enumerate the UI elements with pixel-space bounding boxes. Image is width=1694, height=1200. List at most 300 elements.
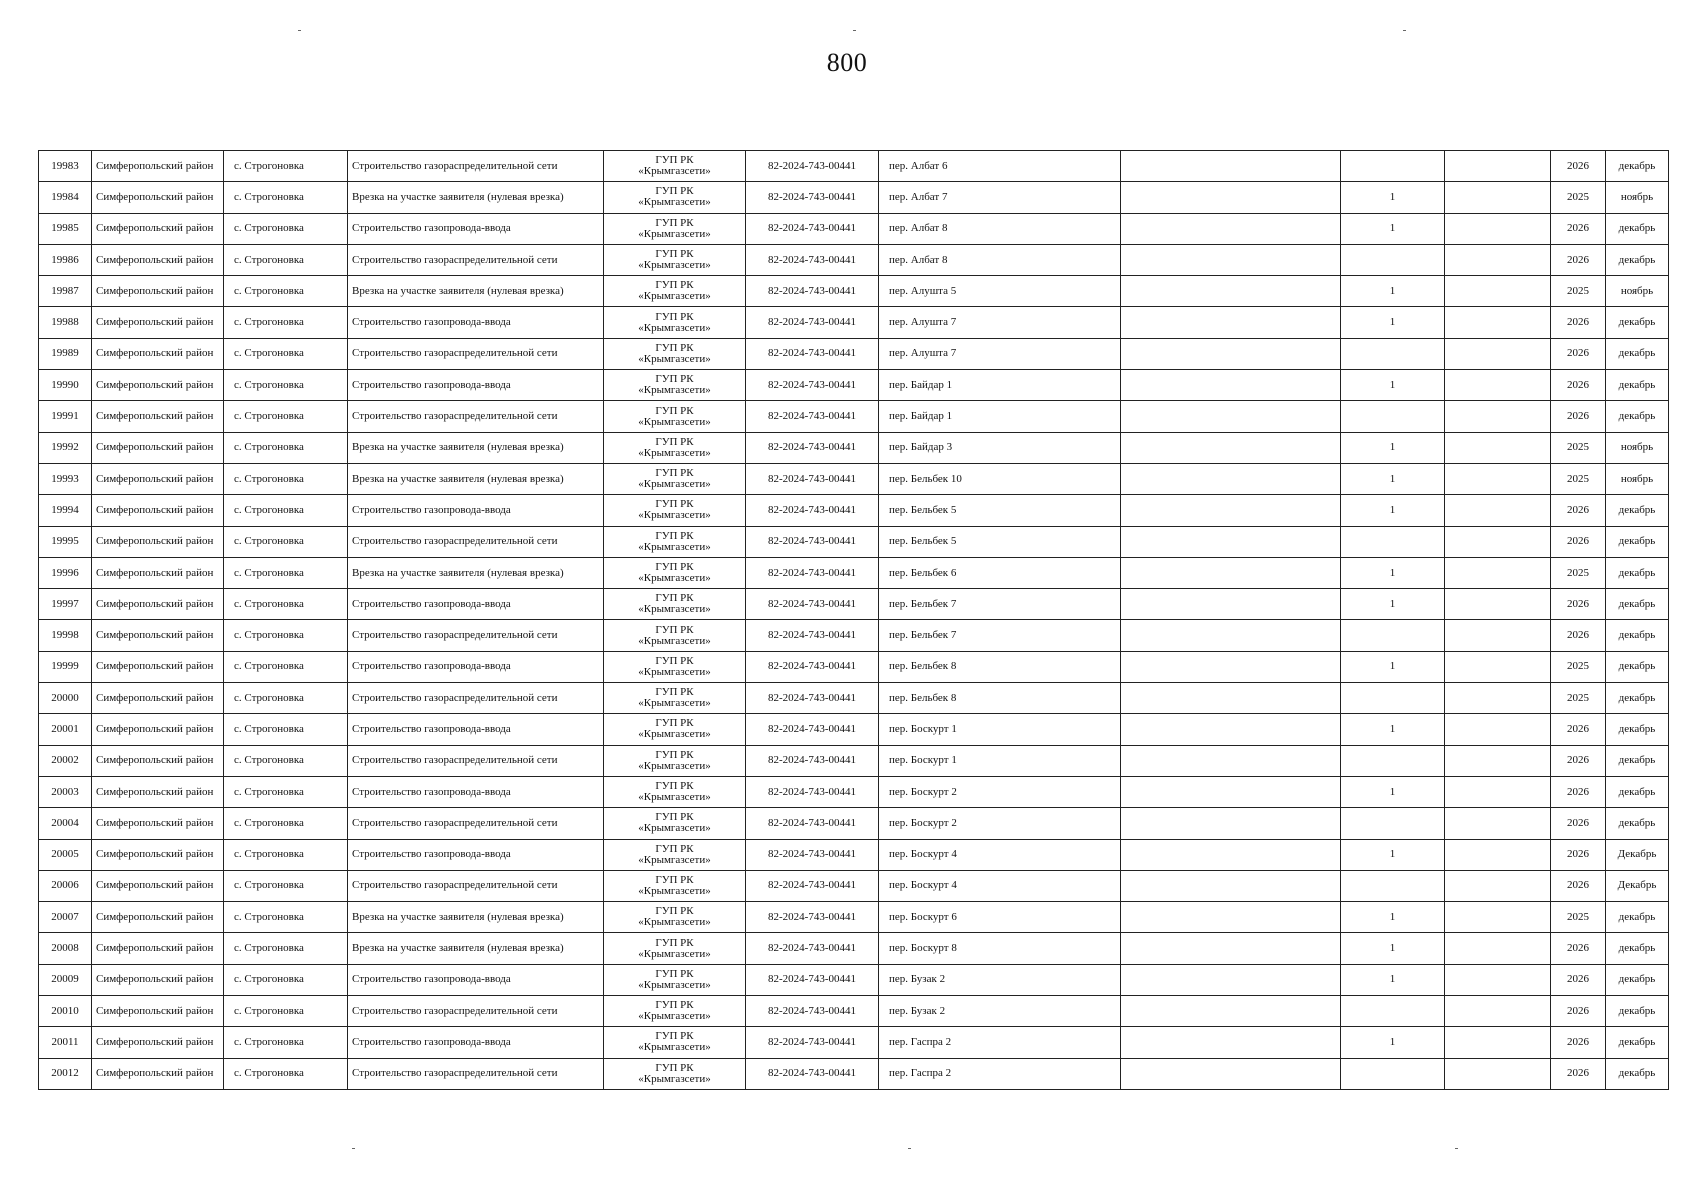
- cell-number: 19991: [39, 401, 92, 432]
- cell-district: Симферопольский район: [92, 902, 224, 933]
- cell-organization: [604, 589, 746, 620]
- cell-organization: [604, 964, 746, 995]
- cell-address: пер. Байдар 1: [879, 401, 1121, 432]
- table-row: [39, 151, 1669, 182]
- cell-number: 19984: [39, 182, 92, 213]
- org-name-line2: «Крымгазсети»: [638, 165, 711, 178]
- cell-district: Симферопольский район: [92, 996, 224, 1027]
- cell-number: 20012: [39, 1058, 92, 1089]
- cell-year: 2026: [1551, 213, 1606, 244]
- cell-district: Симферопольский район: [92, 526, 224, 557]
- cell-number: 20003: [39, 776, 92, 807]
- cell-address: пер. Бельбек 8: [879, 683, 1121, 714]
- cell-empty: [1121, 338, 1341, 369]
- cell-work-type: Строительство газопровода-ввода: [348, 495, 604, 526]
- org-name-line2: «Крымгазсети»: [638, 352, 711, 365]
- cell-year: 2026: [1551, 870, 1606, 901]
- cell-month: декабрь: [1606, 244, 1669, 275]
- cell-year: 2026: [1551, 776, 1606, 807]
- org-name-line2: «Крымгазсети»: [638, 759, 711, 772]
- cell-number: 19990: [39, 370, 92, 401]
- cell-month: Декабрь: [1606, 870, 1669, 901]
- org-name-line1: ГУП РК: [655, 717, 694, 730]
- cell-month: декабрь: [1606, 370, 1669, 401]
- org-name-line2: «Крымгазсети»: [638, 884, 711, 897]
- cell-village: с. Строгоновка: [224, 463, 348, 494]
- cell-year: 2026: [1551, 839, 1606, 870]
- cell-empty: [1445, 714, 1551, 745]
- org-name-line2: «Крымгазсети»: [638, 259, 711, 272]
- cell-year: 2026: [1551, 401, 1606, 432]
- cell-quantity: 1: [1341, 776, 1445, 807]
- cell-district: Симферопольский район: [92, 557, 224, 588]
- cell-work-type: Строительство газораспределительной сети: [348, 808, 604, 839]
- org-name-line2: «Крымгазсети»: [638, 916, 711, 929]
- cell-address: пер. Боскурт 4: [879, 870, 1121, 901]
- cell-empty: [1121, 401, 1341, 432]
- org-name-line1: ГУП РК: [655, 154, 694, 167]
- cell-organization: [604, 933, 746, 964]
- cell-village: с. Строгоновка: [224, 276, 348, 307]
- cell-district: Симферопольский район: [92, 808, 224, 839]
- cell-number: 20000: [39, 683, 92, 714]
- cell-month: декабрь: [1606, 996, 1669, 1027]
- table-row: [39, 370, 1669, 401]
- cell-year: 2026: [1551, 1058, 1606, 1089]
- cell-address: пер. Боскурт 6: [879, 902, 1121, 933]
- org-name-line2: «Крымгазсети»: [638, 1072, 711, 1085]
- cell-year: 2026: [1551, 151, 1606, 182]
- cell-code: 82-2024-743-00441: [746, 182, 879, 213]
- cell-quantity: 1: [1341, 1027, 1445, 1058]
- cell-code: 82-2024-743-00441: [746, 276, 879, 307]
- org-name-line1: ГУП РК: [655, 529, 694, 542]
- cell-work-type: Врезка на участке заявителя (нулевая врезка): [348, 902, 604, 933]
- cell-empty: [1445, 776, 1551, 807]
- cell-code: 82-2024-743-00441: [746, 683, 879, 714]
- table-row: [39, 996, 1669, 1027]
- cell-organization: [604, 714, 746, 745]
- cell-address: пер. Бельбек 7: [879, 589, 1121, 620]
- cell-empty: [1121, 589, 1341, 620]
- cell-district: Симферопольский район: [92, 839, 224, 870]
- cell-month: декабрь: [1606, 902, 1669, 933]
- cell-code: 82-2024-743-00441: [746, 495, 879, 526]
- cell-empty: [1445, 933, 1551, 964]
- cell-empty: [1121, 213, 1341, 244]
- cell-address: пер. Байдар 3: [879, 432, 1121, 463]
- table-row: [39, 463, 1669, 494]
- cell-month: декабрь: [1606, 338, 1669, 369]
- cell-month: декабрь: [1606, 589, 1669, 620]
- cell-village: с. Строгоновка: [224, 714, 348, 745]
- cell-organization: [604, 338, 746, 369]
- cell-quantity: [1341, 244, 1445, 275]
- cell-organization: [604, 870, 746, 901]
- org-name-line2: «Крымгазсети»: [638, 1010, 711, 1023]
- org-name-line2: «Крымгазсети»: [638, 415, 711, 428]
- cell-empty: [1121, 151, 1341, 182]
- cell-organization: [604, 745, 746, 776]
- cell-work-type: Строительство газораспределительной сети: [348, 244, 604, 275]
- cell-code: 82-2024-743-00441: [746, 620, 879, 651]
- table-row: [39, 432, 1669, 463]
- cell-year: 2025: [1551, 463, 1606, 494]
- org-name-line2: «Крымгазсети»: [638, 853, 711, 866]
- org-name-line1: ГУП РК: [655, 435, 694, 448]
- cell-district: Симферопольский район: [92, 714, 224, 745]
- cell-quantity: 1: [1341, 370, 1445, 401]
- cell-work-type: Строительство газопровода-ввода: [348, 1027, 604, 1058]
- cell-empty: [1445, 432, 1551, 463]
- org-name-line1: ГУП РК: [655, 404, 694, 417]
- cell-quantity: 1: [1341, 495, 1445, 526]
- cell-district: Симферопольский район: [92, 620, 224, 651]
- cell-empty: [1121, 276, 1341, 307]
- cell-work-type: Строительство газопровода-ввода: [348, 651, 604, 682]
- cell-work-type: Строительство газораспределительной сети: [348, 745, 604, 776]
- org-name-line2: «Крымгазсети»: [638, 822, 711, 835]
- table-row: [39, 495, 1669, 526]
- cell-number: 19983: [39, 151, 92, 182]
- cell-quantity: 1: [1341, 839, 1445, 870]
- org-name-line1: ГУП РК: [655, 341, 694, 354]
- cell-empty: [1445, 557, 1551, 588]
- table-row: [39, 557, 1669, 588]
- org-name-line2: «Крымгазсети»: [638, 290, 711, 303]
- cell-organization: [604, 1027, 746, 1058]
- cell-number: 20004: [39, 808, 92, 839]
- cell-code: 82-2024-743-00441: [746, 1027, 879, 1058]
- table-row: [39, 964, 1669, 995]
- scan-speck: [853, 30, 856, 31]
- cell-empty: [1121, 244, 1341, 275]
- cell-village: с. Строгоновка: [224, 495, 348, 526]
- cell-empty: [1121, 808, 1341, 839]
- cell-code: 82-2024-743-00441: [746, 307, 879, 338]
- cell-month: ноябрь: [1606, 276, 1669, 307]
- cell-empty: [1445, 1027, 1551, 1058]
- cell-number: 20009: [39, 964, 92, 995]
- cell-organization: [604, 1058, 746, 1089]
- cell-code: 82-2024-743-00441: [746, 776, 879, 807]
- cell-month: декабрь: [1606, 683, 1669, 714]
- cell-quantity: 1: [1341, 307, 1445, 338]
- cell-code: 82-2024-743-00441: [746, 651, 879, 682]
- page-number: 800: [826, 48, 868, 77]
- cell-district: Симферопольский район: [92, 307, 224, 338]
- cell-district: Симферопольский район: [92, 338, 224, 369]
- cell-empty: [1445, 307, 1551, 338]
- org-name-line2: «Крымгазсети»: [638, 478, 711, 491]
- org-name-line2: «Крымгазсети»: [638, 791, 711, 804]
- cell-quantity: 1: [1341, 964, 1445, 995]
- cell-number: 20001: [39, 714, 92, 745]
- cell-year: 2026: [1551, 620, 1606, 651]
- cell-work-type: Врезка на участке заявителя (нулевая врезка): [348, 557, 604, 588]
- cell-number: 20011: [39, 1027, 92, 1058]
- cell-month: декабрь: [1606, 808, 1669, 839]
- cell-village: с. Строгоновка: [224, 996, 348, 1027]
- cell-organization: [604, 683, 746, 714]
- cell-quantity: 1: [1341, 651, 1445, 682]
- cell-empty: [1121, 182, 1341, 213]
- cell-organization: [604, 151, 746, 182]
- cell-month: декабрь: [1606, 213, 1669, 244]
- cell-district: Симферопольский район: [92, 964, 224, 995]
- cell-year: 2026: [1551, 808, 1606, 839]
- cell-number: 20008: [39, 933, 92, 964]
- cell-empty: [1121, 870, 1341, 901]
- cell-empty: [1445, 1058, 1551, 1089]
- cell-number: 19996: [39, 557, 92, 588]
- cell-village: с. Строгоновка: [224, 776, 348, 807]
- cell-work-type: Врезка на участке заявителя (нулевая врезка): [348, 933, 604, 964]
- cell-empty: [1121, 714, 1341, 745]
- org-name-line2: «Крымгазсети»: [638, 196, 711, 209]
- org-name-line1: ГУП РК: [655, 1030, 694, 1043]
- cell-year: 2026: [1551, 589, 1606, 620]
- org-name-line1: ГУП РК: [655, 467, 694, 480]
- cell-empty: [1121, 745, 1341, 776]
- table-body: [39, 151, 1669, 1090]
- cell-empty: [1121, 651, 1341, 682]
- org-name-line2: «Крымгазсети»: [638, 947, 711, 960]
- cell-empty: [1121, 996, 1341, 1027]
- cell-month: декабрь: [1606, 933, 1669, 964]
- cell-year: 2025: [1551, 557, 1606, 588]
- cell-year: 2026: [1551, 495, 1606, 526]
- cell-address: пер. Бельбек 5: [879, 526, 1121, 557]
- cell-organization: [604, 182, 746, 213]
- cell-work-type: Строительство газораспределительной сети: [348, 683, 604, 714]
- works-table: [38, 150, 1669, 1090]
- table-row: [39, 307, 1669, 338]
- cell-number: 19999: [39, 651, 92, 682]
- cell-code: 82-2024-743-00441: [746, 526, 879, 557]
- table-row: [39, 589, 1669, 620]
- scan-speck: [352, 1148, 355, 1149]
- cell-code: 82-2024-743-00441: [746, 1058, 879, 1089]
- cell-district: Симферопольский район: [92, 151, 224, 182]
- cell-district: Симферопольский район: [92, 933, 224, 964]
- cell-empty: [1445, 495, 1551, 526]
- cell-empty: [1445, 683, 1551, 714]
- cell-empty: [1121, 964, 1341, 995]
- org-name-line1: ГУП РК: [655, 248, 694, 261]
- scan-speck: [908, 1148, 911, 1149]
- org-name-line1: ГУП РК: [655, 592, 694, 605]
- org-name-line1: ГУП РК: [655, 561, 694, 573]
- cell-number: 19995: [39, 526, 92, 557]
- cell-number: 19994: [39, 495, 92, 526]
- cell-quantity: 1: [1341, 463, 1445, 494]
- cell-village: с. Строгоновка: [224, 1058, 348, 1089]
- cell-empty: [1445, 964, 1551, 995]
- cell-village: с. Строгоновка: [224, 338, 348, 369]
- cell-empty: [1445, 589, 1551, 620]
- cell-number: 19993: [39, 463, 92, 494]
- cell-year: 2026: [1551, 1027, 1606, 1058]
- cell-village: с. Строгоновка: [224, 370, 348, 401]
- cell-organization: [604, 495, 746, 526]
- scan-speck: [1403, 30, 1406, 31]
- cell-empty: [1445, 839, 1551, 870]
- cell-code: 82-2024-743-00441: [746, 151, 879, 182]
- cell-empty: [1121, 432, 1341, 463]
- table-row: [39, 244, 1669, 275]
- org-name-line1: ГУП РК: [655, 905, 694, 918]
- table-row: [39, 620, 1669, 651]
- table-row: [39, 776, 1669, 807]
- cell-number: 19988: [39, 307, 92, 338]
- cell-quantity: [1341, 401, 1445, 432]
- cell-empty: [1121, 902, 1341, 933]
- org-name-line2: «Крымгазсети»: [638, 665, 711, 678]
- cell-empty: [1121, 307, 1341, 338]
- cell-number: 19992: [39, 432, 92, 463]
- cell-code: 82-2024-743-00441: [746, 338, 879, 369]
- cell-month: ноябрь: [1606, 432, 1669, 463]
- org-name-line1: ГУП РК: [655, 1061, 694, 1074]
- cell-empty: [1445, 526, 1551, 557]
- cell-code: 82-2024-743-00441: [746, 714, 879, 745]
- cell-empty: [1121, 370, 1341, 401]
- cell-organization: [604, 213, 746, 244]
- cell-district: Симферопольский район: [92, 870, 224, 901]
- cell-village: с. Строгоновка: [224, 307, 348, 338]
- cell-village: с. Строгоновка: [224, 870, 348, 901]
- cell-quantity: 1: [1341, 432, 1445, 463]
- cell-quantity: [1341, 1058, 1445, 1089]
- cell-address: пер. Бельбек 7: [879, 620, 1121, 651]
- org-name-line1: ГУП РК: [655, 498, 694, 511]
- cell-year: 2026: [1551, 996, 1606, 1027]
- cell-district: Симферопольский район: [92, 683, 224, 714]
- cell-year: 2026: [1551, 307, 1606, 338]
- cell-district: Симферопольский район: [92, 463, 224, 494]
- cell-empty: [1121, 526, 1341, 557]
- cell-address: пер. Боскурт 2: [879, 776, 1121, 807]
- org-name-line1: ГУП РК: [655, 748, 694, 761]
- cell-district: Симферопольский район: [92, 776, 224, 807]
- cell-work-type: Строительство газораспределительной сети: [348, 401, 604, 432]
- cell-address: пер. Алушта 5: [879, 276, 1121, 307]
- cell-village: с. Строгоновка: [224, 964, 348, 995]
- org-name-line1: ГУП РК: [655, 967, 694, 980]
- org-name-line2: «Крымгазсети»: [638, 603, 711, 616]
- table-row: [39, 213, 1669, 244]
- org-name-line2: «Крымгазсети»: [638, 572, 711, 584]
- cell-organization: [604, 307, 746, 338]
- cell-empty: [1121, 463, 1341, 494]
- cell-number: 19989: [39, 338, 92, 369]
- table-row: [39, 182, 1669, 213]
- cell-month: декабрь: [1606, 745, 1669, 776]
- cell-work-type: Строительство газопровода-ввода: [348, 776, 604, 807]
- cell-code: 82-2024-743-00441: [746, 745, 879, 776]
- cell-quantity: [1341, 151, 1445, 182]
- cell-code: 82-2024-743-00441: [746, 370, 879, 401]
- cell-month: декабрь: [1606, 151, 1669, 182]
- table-row: [39, 401, 1669, 432]
- table-row: [39, 870, 1669, 901]
- table-row: [39, 808, 1669, 839]
- cell-district: Симферопольский район: [92, 495, 224, 526]
- cell-work-type: Строительство газопровода-ввода: [348, 370, 604, 401]
- org-name-line2: «Крымгазсети»: [638, 509, 711, 522]
- org-name-line1: ГУП РК: [655, 999, 694, 1012]
- table-row: [39, 714, 1669, 745]
- org-name-line2: «Крымгазсети»: [638, 384, 711, 397]
- cell-organization: [604, 557, 746, 588]
- cell-month: декабрь: [1606, 620, 1669, 651]
- cell-quantity: 1: [1341, 902, 1445, 933]
- cell-village: с. Строгоновка: [224, 683, 348, 714]
- cell-village: с. Строгоновка: [224, 526, 348, 557]
- cell-month: Декабрь: [1606, 839, 1669, 870]
- cell-empty: [1445, 745, 1551, 776]
- cell-year: 2025: [1551, 683, 1606, 714]
- org-name-line1: ГУП РК: [655, 936, 694, 949]
- cell-year: 2025: [1551, 651, 1606, 682]
- cell-organization: [604, 526, 746, 557]
- cell-village: с. Строгоновка: [224, 902, 348, 933]
- cell-work-type: Строительство газораспределительной сети: [348, 996, 604, 1027]
- cell-quantity: 1: [1341, 589, 1445, 620]
- cell-district: Симферопольский район: [92, 276, 224, 307]
- cell-year: 2026: [1551, 244, 1606, 275]
- cell-code: 82-2024-743-00441: [746, 839, 879, 870]
- cell-empty: [1445, 870, 1551, 901]
- org-name-line2: «Крымгазсети»: [638, 1041, 711, 1054]
- cell-number: 19997: [39, 589, 92, 620]
- cell-village: с. Строгоновка: [224, 745, 348, 776]
- cell-work-type: Строительство газораспределительной сети: [348, 151, 604, 182]
- cell-empty: [1445, 338, 1551, 369]
- org-name-line2: «Крымгазсети»: [638, 634, 711, 647]
- cell-month: декабрь: [1606, 307, 1669, 338]
- table-row: [39, 1027, 1669, 1058]
- cell-number: 20007: [39, 902, 92, 933]
- cell-empty: [1121, 495, 1341, 526]
- table-row: [39, 276, 1669, 307]
- cell-quantity: [1341, 338, 1445, 369]
- cell-empty: [1445, 151, 1551, 182]
- cell-year: 2026: [1551, 370, 1606, 401]
- cell-village: с. Строгоновка: [224, 808, 348, 839]
- cell-village: с. Строгоновка: [224, 933, 348, 964]
- cell-village: с. Строгоновка: [224, 1027, 348, 1058]
- cell-code: 82-2024-743-00441: [746, 401, 879, 432]
- cell-address: пер. Бузак 2: [879, 964, 1121, 995]
- cell-code: 82-2024-743-00441: [746, 996, 879, 1027]
- table-row: [39, 933, 1669, 964]
- cell-address: пер. Бузак 2: [879, 996, 1121, 1027]
- cell-district: Симферопольский район: [92, 745, 224, 776]
- cell-empty: [1445, 276, 1551, 307]
- cell-code: 82-2024-743-00441: [746, 432, 879, 463]
- cell-organization: [604, 808, 746, 839]
- cell-number: 20006: [39, 870, 92, 901]
- cell-number: 20005: [39, 839, 92, 870]
- cell-work-type: Врезка на участке заявителя (нулевая врезка): [348, 182, 604, 213]
- cell-empty: [1121, 557, 1341, 588]
- cell-empty: [1121, 683, 1341, 714]
- cell-empty: [1445, 651, 1551, 682]
- cell-village: с. Строгоновка: [224, 651, 348, 682]
- cell-month: декабрь: [1606, 964, 1669, 995]
